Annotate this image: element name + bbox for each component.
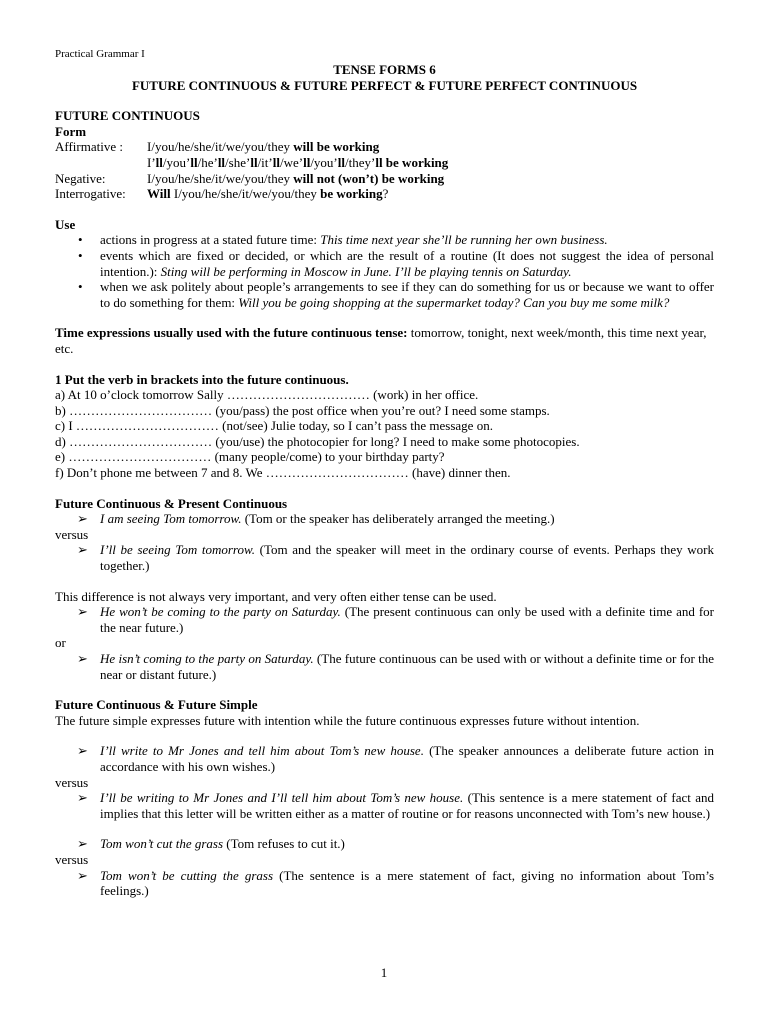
exercise-item: d) …………………………… (you/use) the photocopier for long? I need to make some photocopies. <box>55 433 580 449</box>
contraction-bold: ll <box>337 154 345 170</box>
section-title-fc-fs: Future Continuous & Future Simple <box>55 697 258 713</box>
pronoun-segment: /he’ <box>197 154 218 170</box>
affirmative-contracted <box>147 155 448 171</box>
example-item: ➢ I’ll be seeing Tom tomorrow. (Tom and the speaker will meet in the ordinary course of events. Perhaps they work together.) <box>77 542 714 574</box>
contraction-bold: ll <box>217 154 226 170</box>
form-heading: Form <box>55 123 87 139</box>
difference-note: This difference is not always very important, and very often either tense can be used. <box>55 588 497 604</box>
arrow-bullet-icon: ➢ <box>77 604 88 620</box>
arrow-bullet-icon: ➢ <box>77 867 88 883</box>
arrow-bullet-icon: ➢ <box>77 790 88 806</box>
contraction-bold: ll <box>155 154 163 170</box>
contraction-bold: ll <box>272 154 280 170</box>
example-item: ➢ He won’t be coming to the party on Saturday. (The present continuous can only be used with a definite time and for the near future.) <box>77 604 714 635</box>
list-item: • when we ask politely about people’s arrangements to see if they can do something for us or because we want to offer to do something for them: Will you be going shopping at the supermarket today? Can you buy me some milk? <box>100 279 714 310</box>
form-row-affirmative: Affirmative : I/you/he/she/it/we/you/they will be working <box>55 139 380 155</box>
pronoun-segment: /she’ <box>225 154 251 170</box>
fc-fs-intro: The future simple expresses future with intention while the future continuous expresses future without intention. <box>55 712 640 728</box>
arrow-bullet-icon: ➢ <box>77 511 88 527</box>
pronoun-segment: /you’ <box>310 154 338 170</box>
arrow-bullet-icon: ➢ <box>77 542 88 558</box>
example-item: ➢ I’ll write to Mr Jones and tell him about Tom’s new house. (The speaker announces a deliberate future action in accordance with his own wishes.) <box>77 743 714 774</box>
example-item: ➢ Tom won’t cut the grass (Tom refuses to cut it.) <box>77 836 345 852</box>
arrow-bullet-icon: ➢ <box>77 836 88 852</box>
arrow-bullet-icon: ➢ <box>77 651 88 666</box>
list-item: • events which are fixed or decided, or which are the result of a routine (It does not suggest the idea of personal intention.): Sting will be performing in Moscow in June. I’ll be playing tennis on Saturday. <box>100 248 714 279</box>
arrow-bullet-icon: ➢ <box>77 743 88 759</box>
page-title: TENSE FORMS 6 <box>333 62 436 77</box>
list-item: • actions in progress at a stated future time: This time next year she’ll be running her own business. <box>100 232 714 248</box>
example-item: ➢ I am seeing Tom tomorrow. (Tom or the speaker has deliberately arranged the meeting.) <box>77 511 555 527</box>
or-label: or <box>55 635 66 651</box>
exercise-item: e) …………………………… (many people/come) to your birthday party? <box>55 449 445 465</box>
exercise-item: c) I …………………………… (not/see) Julie today, so I can’t pass the message on. <box>55 418 493 434</box>
pronoun-segment: /it’ <box>257 154 273 170</box>
form-row-interrogative: Interrogative: Will I/you/he/she/it/we/you/they be working? <box>55 186 389 202</box>
page-subtitle: FUTURE CONTINUOUS & FUTURE PERFECT & FUTURE PERFECT CONTINUOUS <box>131 77 638 93</box>
example-item: ➢ Tom won’t be cutting the grass (The sentence is a mere statement of fact, giving no information about Tom’s feelings.) <box>77 867 715 899</box>
example-item: ➢ I’ll be writing to Mr Jones and I’ll tell him about Tom’s new house. (This sentence is a mere statement of fact and implies that this letter will be written either as a matter of routine or for reasons unconnected with Tom’s new house.) <box>77 790 714 821</box>
versus-label: versus <box>55 851 89 867</box>
exercise-item: f) Don’t phone me between 7 and 8. We …………………………… (have) dinner then. <box>55 465 511 481</box>
page-header: Practical Grammar I <box>55 48 145 60</box>
contraction-bold: ll <box>303 154 311 170</box>
form-row-affirmative-contracted <box>55 155 714 171</box>
section-title-future-continuous: FUTURE CONTINUOUS <box>55 108 200 124</box>
versus-label: versus <box>55 774 89 790</box>
example-item: ➢ He isn’t coming to the party on Saturday. (The future continuous can be used with or without a definite time or for the near or distant future.) <box>77 651 714 682</box>
exercise-item: a) At 10 o’clock tomorrow Sally …………………………… (work) in her office. <box>55 387 479 403</box>
pronoun-segment: /we’ <box>279 154 304 170</box>
form-row-negative: Negative: I/you/he/she/it/we/you/they will not (won’t) be working <box>55 170 445 186</box>
pronoun-segment: /you’ <box>162 154 191 170</box>
exercise-title: 1 Put the verb in brackets into the future continuous. <box>55 371 349 387</box>
section-title-fc-pc: Future Continuous & Present Continuous <box>55 495 288 511</box>
use-list <box>55 232 714 310</box>
contraction-bold: ll <box>250 154 258 170</box>
versus-label: versus <box>55 526 89 542</box>
contraction-bold: ll be working <box>375 154 449 170</box>
negative-label: Negative: <box>55 170 106 186</box>
contraction-bold: ll <box>190 154 198 170</box>
use-heading: Use <box>55 216 76 232</box>
pronoun-segment: /they’ <box>345 154 376 170</box>
time-expressions: Time expressions usually used with the future continuous tense: tomorrow, tonight, next week/month, this time next year, etc. <box>55 325 707 356</box>
page-number: 1 <box>380 965 388 980</box>
exercise-item: b) …………………………… (you/pass) the post office when you’re out? I need some stamps. <box>55 402 550 418</box>
pronoun-segment: I’ <box>147 154 156 170</box>
interrogative-label: Interrogative: <box>55 186 126 202</box>
affirmative-label: Affirmative : <box>55 139 123 155</box>
